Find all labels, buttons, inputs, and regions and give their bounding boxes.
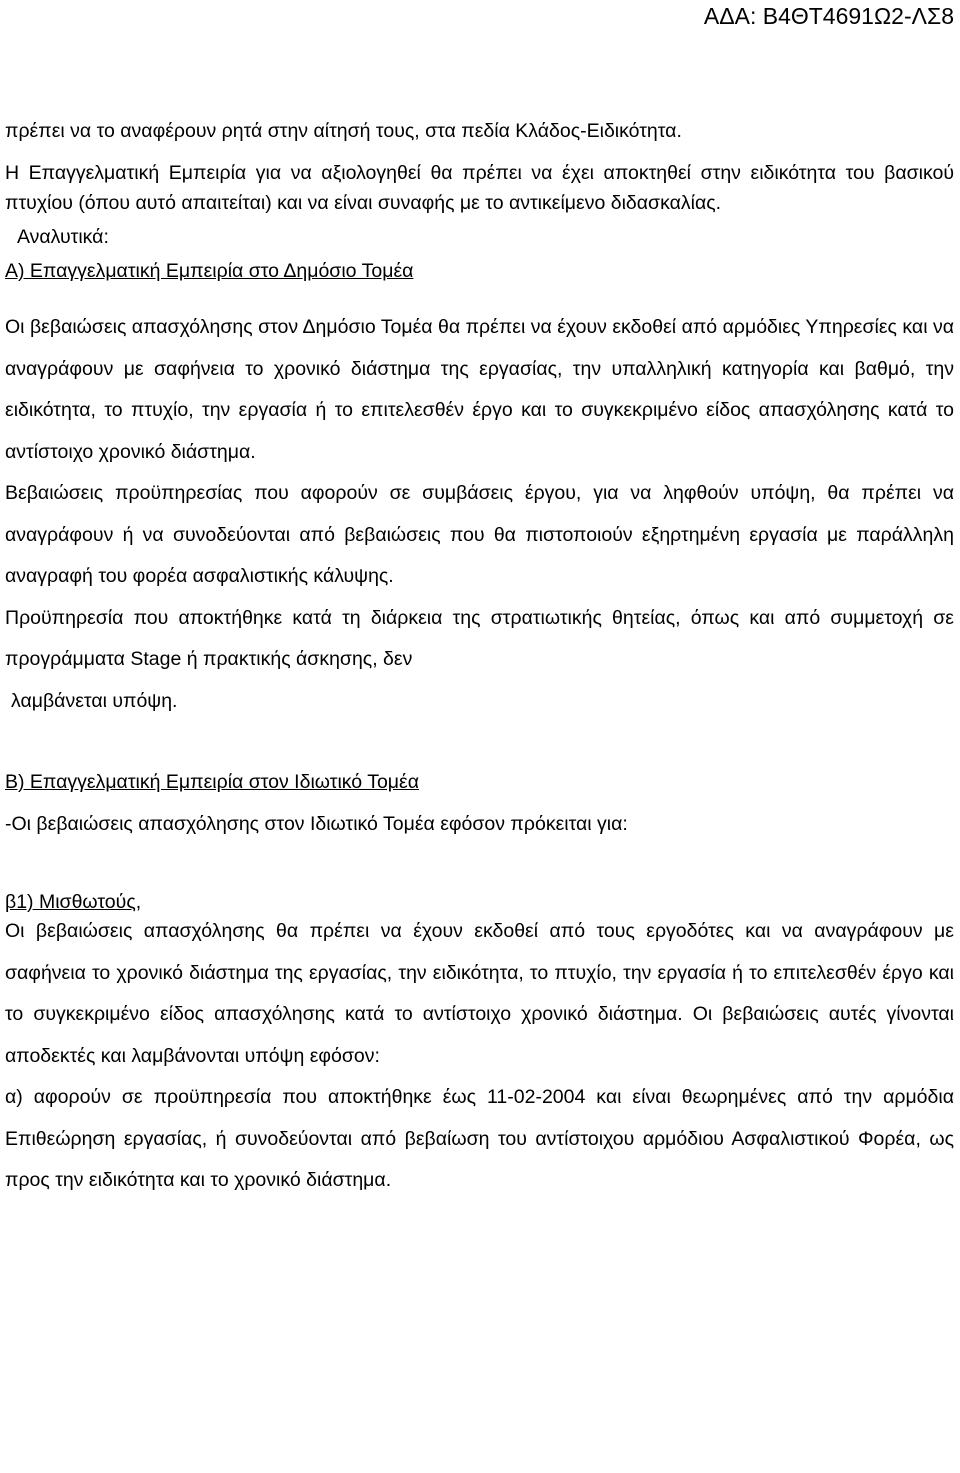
section-a-paragraph-2: Βεβαιώσεις προϋπηρεσίας που αφορούν σε συμβάσεις έργου, για να ληφθούν υπόψη, θα πρέπει να αναγράφουν ή να συνοδεύονται από βεβαιώσεις που θα πιστοποιούν εξηρτημένη εργασία με παράλληλη αναγραφή του φορέα ασφαλιστικής κάλυψης. [5,482,954,587]
ada-code: ΑΔΑ: Β4ΘΤ4691Ω2-ΛΣ8 [703,3,954,29]
section-b-intro: -Οι βεβαιώσεις απασχόλησης στον Ιδιωτικό Τομέα εφόσον πρόκειται για: [5,812,628,835]
section-a-paragraph-3-end: λαμβάνεται υπόψη. [11,689,178,712]
analytical-label: Αναλυτικά: [17,226,109,248]
section-a-paragraph-1: Οι βεβαιώσεις απασχόλησης στον Δημόσιο Τομέα θα πρέπει να έχουν εκδοθεί από αρμόδιες Υπηρεσίες και να αναγράφουν με σαφήνεια το χρονικό διάστημα της εργασίας, την υπαλληλική κατηγορία και βαθμό, την ειδικότητα, το πτυχίο, την εργασία ή το επιτελεσθέν έργο και το συγκεκριμένο είδος απασχόλησης κατά το αντίστοιχο χρονικό διάστημα. [5,316,954,463]
section-a-heading: Α) Επαγγελματική Εμπειρία στο Δημόσιο Τομέα [5,260,414,282]
section-b-heading: Β) Επαγγελματική Εμπειρία στον Ιδιωτικό Τομέα [5,771,420,793]
b1-paragraph-a: α) αφορούν σε προϋπηρεσία που αποκτήθηκε έως 11-02-2004 και είναι θεωρημένες από την αρμόδια Επιθεώρηση εργασίας, ή συνοδεύονται από βεβαίωση του αντίστοιχου αρμόδιου Ασφαλιστικού Φορέα, ως προς την ειδικότητα και το χρονικό διάστημα. [5,1086,954,1191]
b1-paragraph-1: Οι βεβαιώσεις απασχόλησης θα πρέπει να έχουν εκδοθεί από τους εργοδότες και να αναγράφουν με σαφήνεια το χρονικό διάστημα της εργασίας, την ειδικότητα, το πτυχίο, την εργασία ή το επιτελεσθέν έργο και το συγκεκριμένο είδος απασχόλησης κατά το αντίστοιχο χρονικό διάστημα. Οι βεβαιώσεις αυτές γίνονται αποδεκτές και λαμβάνονται υπόψη εφόσον: [5,920,954,1067]
section-a-paragraph-3: Προϋπηρεσία που αποκτήθηκε κατά τη διάρκεια της στρατιωτικής θητείας, όπως και από συμμετοχή σε προγράμματα Stage ή πρακτικής άσκησης, δεν [5,606,954,670]
document-body [5,116,954,1202]
intro-paragraph-1: πρέπει να το αναφέρουν ρητά στην αίτησή τους, στα πεδία Κλάδος-Ειδικότητα. [5,120,682,142]
intro-paragraph-2: Η Επαγγελματική Εμπειρία για να αξιολογηθεί θα πρέπει να έχει αποκτηθεί στην ειδικότητα του βασικού πτυχίου (όπου αυτό απαιτείται) και να είναι συναφής με το αντικείμενο διδασκαλίας. [5,162,954,214]
b1-heading-comma: , [135,891,142,913]
b1-heading: β1) Μισθωτούς [5,891,136,913]
